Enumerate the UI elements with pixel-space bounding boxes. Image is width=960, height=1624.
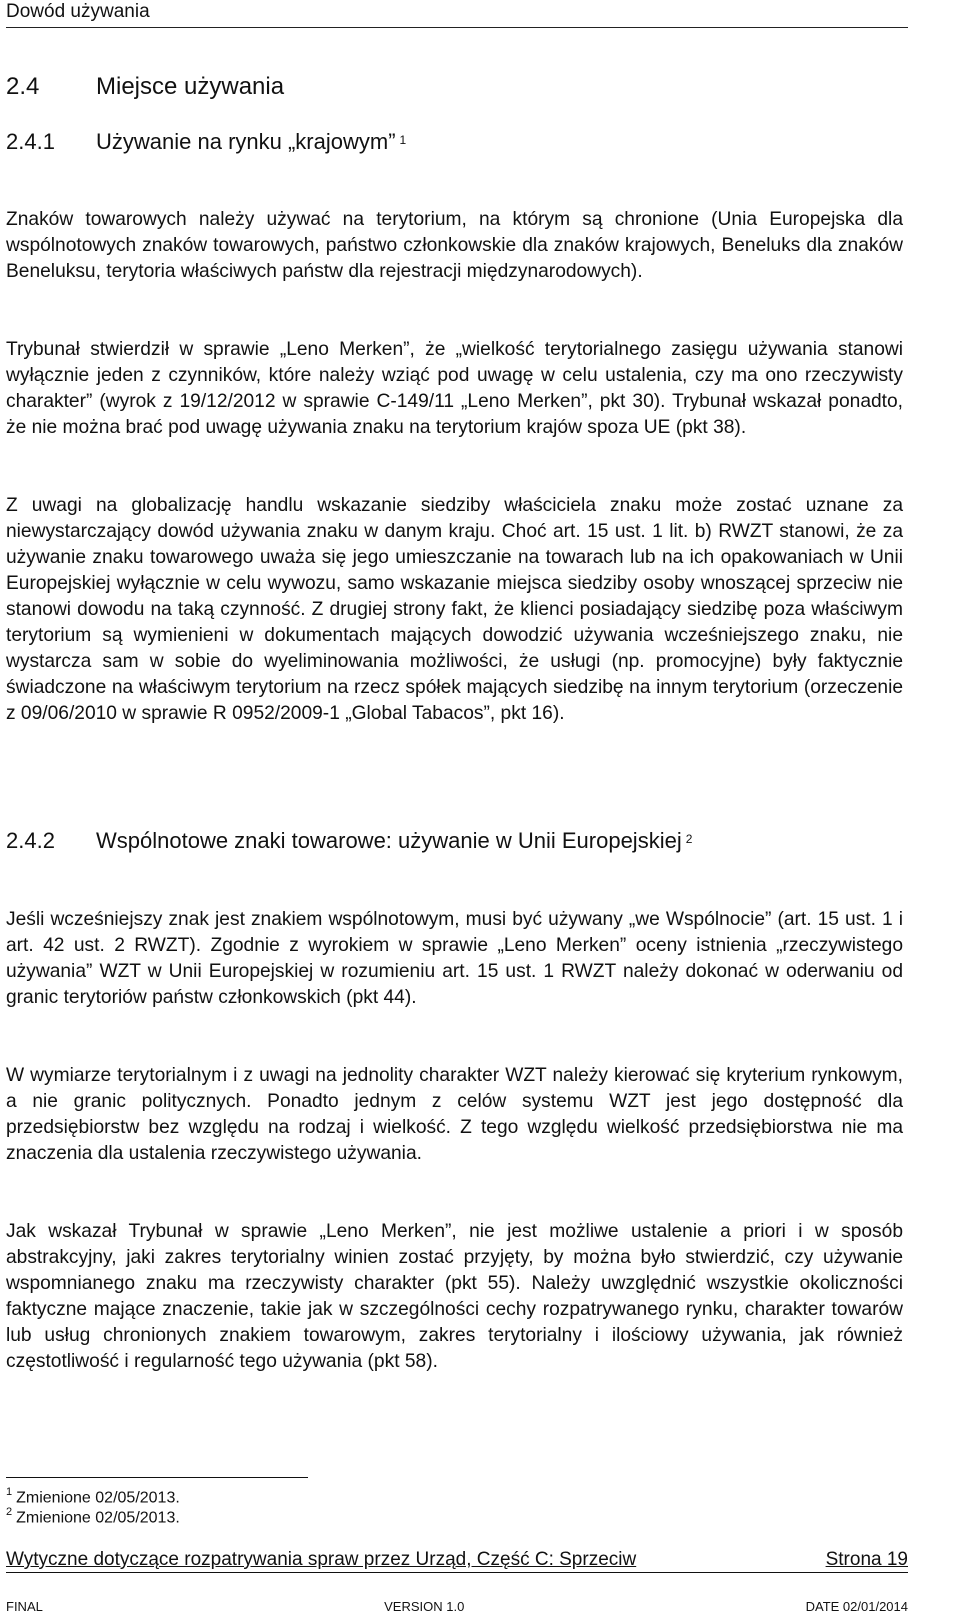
- footnote: [6, 1503, 180, 1528]
- footnote-number: 2: [6, 1506, 13, 1518]
- footnote-ref: 2: [685, 832, 693, 846]
- paragraph: W wymiarze terytorialnym i z uwagi na jednolity charakter WZT należy kierować się kryterium rynkowym, a nie granic politycznych. Ponadto jednym z celów systemu WZT jest jego dostępność dla przedsiębiorstw bez względu na rodzaj i wielkość. Z tego względu wielkość przedsiębiorstwa nie ma znaczenia dla ustalenia rzeczywistego używania.: [6, 1065, 903, 1164]
- paragraph: Znaków towarowych należy używać na terytorium, na którym są chronione (Unia Europejska dla wspólnotowych znaków towarowych, państwo członkowskie dla znaków krajowych, Beneluks dla znaków Beneluksu, terytoria właściwych państw dla rejestracji międzynarodowych).: [6, 209, 903, 282]
- subsection-title: Używanie na rynku „krajowym”: [96, 129, 396, 154]
- section-title: Miejsce używania: [96, 73, 285, 100]
- footnote-number: 1: [6, 1486, 13, 1498]
- paragraph: Trybunał stwierdził w sprawie „Leno Merken”, że „wielkość terytorialnego zasięgu używania stanowi wyłącznie jeden z czynników, które należy wziąć pod uwagę w celu ustalenia, czy ma ono rzeczywisty charakter” (wyrok z 19/12/2012 w sprawie C-149/11 „Leno Merken”, pkt 30). Trybunał wskazał ponadto, że nie można brać pod uwagę używania znaku na terytorium krajów spoza UE (pkt 38).: [6, 339, 903, 438]
- paragraph: Z uwagi na globalizację handlu wskazanie siedziby właściciela znaku może zostać uznane za niewystarczający dowód używania znaku w danym kraju. Choć art. 15 ust. 1 lit. b) RWZT stanowi, że za używanie znaku towarowego uważa się jego umieszczanie na towarach lub na ich opakowaniach w Unii Europejskiej wyłącznie w celu wywozu, samo wskazanie miejsca siedziby osoby wnoszącej sprzeciw nie stanowi dowodu na taką czynność. Z drugiej strony fakt, że klienci posiadający siedzibę poza właściwym terytorium są wymienieni w dokumentach mających dowodzić używania wcześniejszego znaku, nie wystarcza sam w sobie do wyeliminowania możliwości, że usługi (np. promocyjne) były faktycznie świadczone na właściwym terytorium na rzecz spółek mających siedzibę na innym terytorium (orzeczenie z 09/06/2010 w sprawie R 0952/2009-1 „Global Tabacos”, pkt 16).: [6, 495, 903, 724]
- footnote-text: Zmienione 02/05/2013.: [16, 1509, 180, 1527]
- footnote-divider: [6, 1477, 308, 1478]
- footer-date: DATE 02/01/2014: [805, 1599, 908, 1614]
- footer-divider: [6, 1572, 908, 1573]
- footer-doc-title: Wytyczne dotyczące rozpatrywania spraw przez Urząd, Część C: Sprzeciw: [6, 1549, 637, 1570]
- footnote-ref: 1: [399, 133, 407, 147]
- paragraph: Jeśli wcześniejszy znak jest znakiem wspólnotowym, musi być używany „we Wspólnocie” (art. 15 ust. 1 i art. 42 ust. 2 RWZT). Zgodnie z wyrokiem w sprawie „Leno Merken” oceny istnienia „rzeczywistego używania” WZT w Unii Europejskiej w rozumieniu art. 15 ust. 1 RWZT należy dokonać w oderwaniu od granic terytoriów państw członkowskich (pkt 44).: [6, 909, 903, 1008]
- subsection-number: 2.4.2: [6, 828, 55, 853]
- subsection-number: 2.4.1: [6, 129, 55, 154]
- section-number: 2.4: [6, 73, 40, 100]
- subsection-heading-1: [6, 128, 406, 156]
- footnote-text: Zmienione 02/05/2013.: [16, 1489, 180, 1507]
- paragraph: Jak wskazał Trybunał w sprawie „Leno Merken”, nie jest możliwe ustalenie a priori i w sposób abstrakcyjny, jaki zakres terytorialny winien zostać przyjęty, by można było stwierdzić, czy używanie wspomnianego znaku ma rzeczywisty charakter (pkt 55). Należy uwzględnić wszystkie okoliczności faktyczne mające znaczenie, takie jak w szczególności cechy rozpatrywanego rynku, charakter towarów lub usług chronionych znakiem towarowym, zakres terytorialny i ilościowy używania, jak również częstotliwość i regularność tego używania (pkt 58).: [6, 1221, 903, 1372]
- running-header-title: Dowód używania: [6, 1, 150, 22]
- header-divider: [6, 27, 908, 28]
- footer-status: FINAL: [6, 1599, 43, 1614]
- footer-version: VERSION 1.0: [384, 1599, 465, 1614]
- subsection-heading-2: [6, 827, 692, 855]
- subsection-title: Wspólnotowe znaki towarowe: używanie w Unii Europejskiej: [96, 828, 682, 853]
- footer-page-number: Strona 19: [825, 1549, 908, 1570]
- footer-meta-row: [6, 1598, 908, 1616]
- footer-title-row: [6, 1548, 908, 1572]
- section-heading: [6, 72, 284, 102]
